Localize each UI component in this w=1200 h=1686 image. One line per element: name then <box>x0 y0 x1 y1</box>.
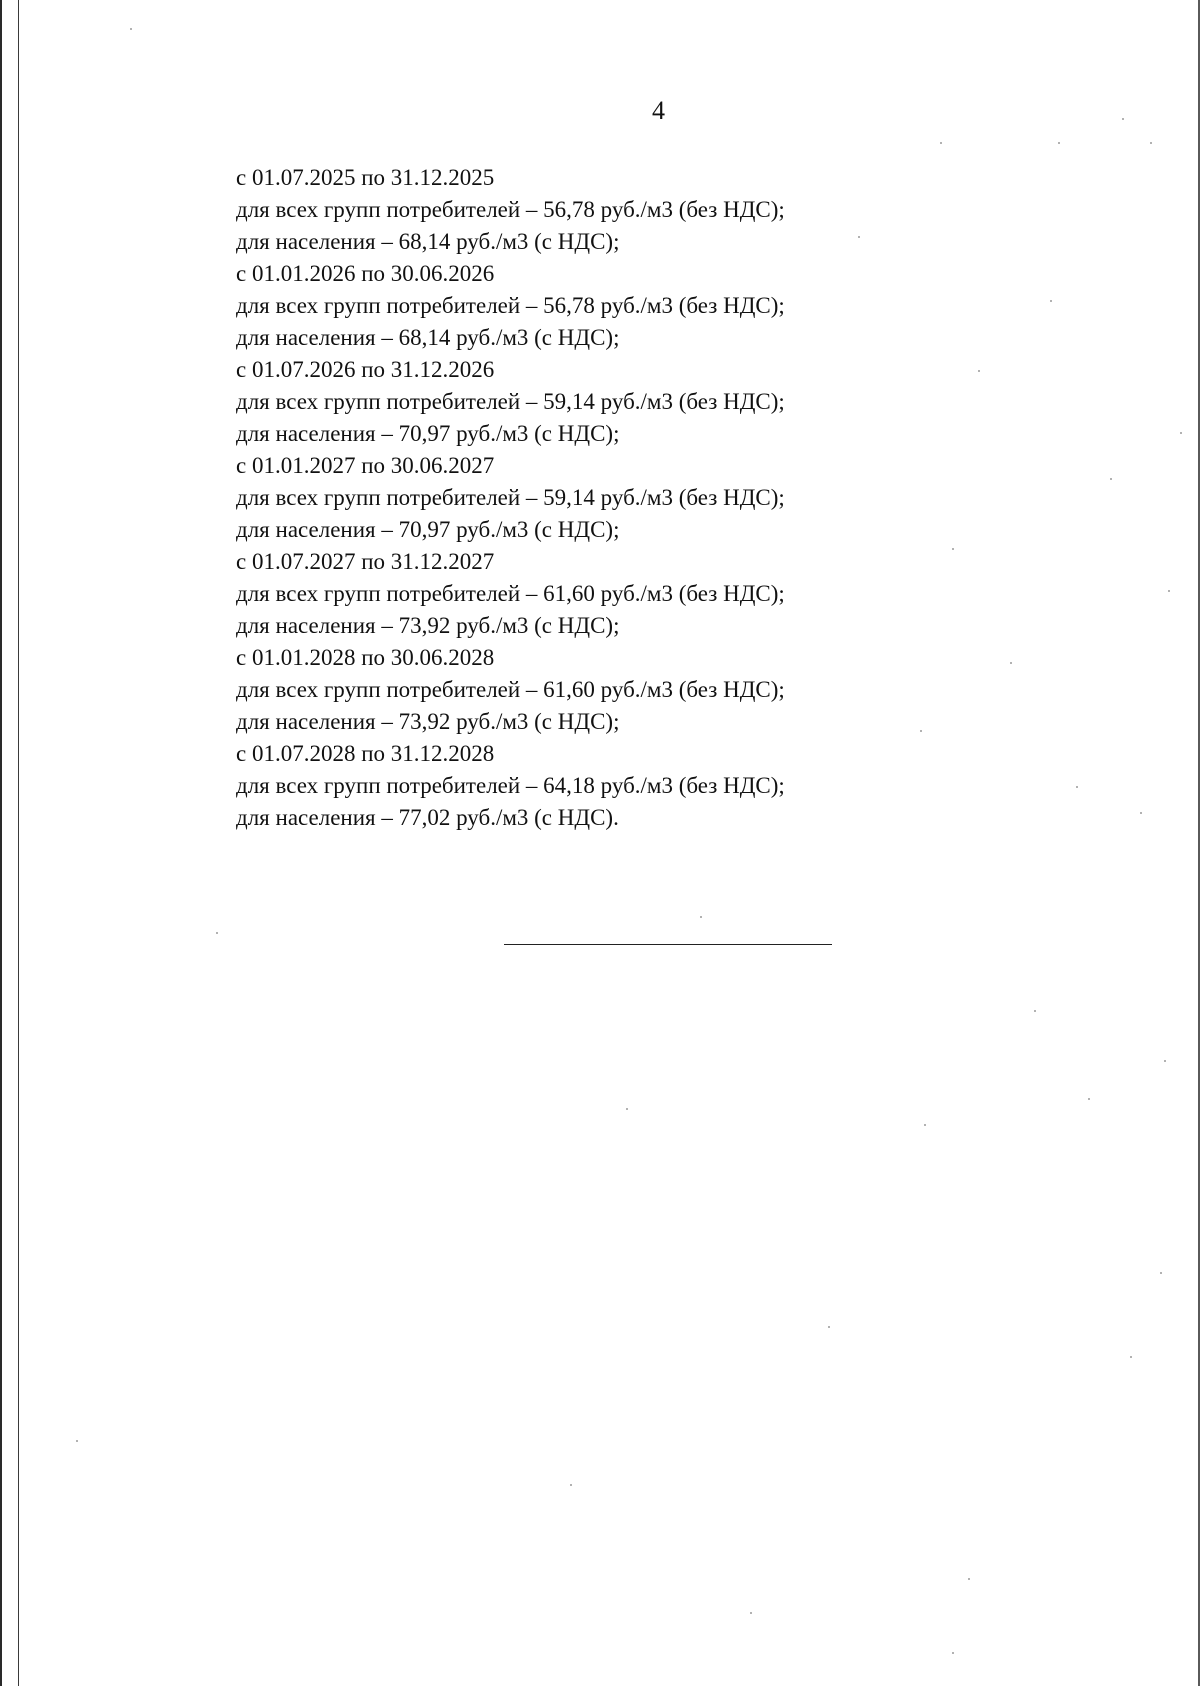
scan-speck <box>924 1124 926 1126</box>
page-number: 4 <box>652 96 665 125</box>
scan-speck <box>1168 590 1170 592</box>
period-line: с 01.07.2025 по 31.12.2025 <box>236 165 495 190</box>
period-line: с 01.07.2028 по 31.12.2028 <box>236 741 495 766</box>
scan-speck <box>940 142 942 144</box>
tariff-population-line: для населения – 68,14 руб./м3 (с НДС); <box>236 325 620 350</box>
tariff-population-line: для населения – 70,97 руб./м3 (с НДС); <box>236 517 620 542</box>
tariff-population-line: для населения – 77,02 руб./м3 (с НДС). <box>236 805 619 830</box>
scan-speck <box>1180 432 1182 434</box>
scan-speck <box>750 1612 752 1614</box>
scan-speck <box>570 1484 572 1486</box>
tariff-all-consumers-line: для всех групп потребителей – 61,60 руб./м3 (без НДС); <box>236 677 785 702</box>
scan-speck <box>1050 300 1052 302</box>
scan-speck <box>130 28 132 30</box>
scan-speck <box>1160 1272 1162 1274</box>
scan-speck <box>216 932 218 934</box>
document-end-rule <box>504 944 832 945</box>
period-line: с 01.01.2027 по 30.06.2027 <box>236 453 495 478</box>
tariff-all-consumers-line: для всех групп потребителей – 64,18 руб./м3 (без НДС); <box>236 773 785 798</box>
scan-speck <box>1010 662 1012 664</box>
scan-speck <box>1150 142 1152 144</box>
scan-speck <box>920 730 922 732</box>
scan-speck <box>700 916 702 918</box>
scan-speck <box>1034 1010 1036 1012</box>
period-line: с 01.01.2026 по 30.06.2026 <box>236 261 495 286</box>
scan-speck <box>828 1326 830 1328</box>
scan-edge-left <box>0 0 2 1686</box>
period-line: с 01.07.2026 по 31.12.2026 <box>236 357 495 382</box>
scan-speck <box>858 236 860 238</box>
tariff-all-consumers-line: для всех групп потребителей – 56,78 руб./м3 (без НДС); <box>236 293 785 318</box>
tariff-population-line: для населения – 73,92 руб./м3 (с НДС); <box>236 709 620 734</box>
tariff-all-consumers-line: для всех групп потребителей – 59,14 руб./м3 (без НДС); <box>236 389 785 414</box>
scan-speck <box>1058 142 1060 144</box>
scan-speck <box>1130 1356 1132 1358</box>
scan-speck <box>626 1108 628 1110</box>
tariff-all-consumers-line: для всех групп потребителей – 59,14 руб./м3 (без НДС); <box>236 485 785 510</box>
scan-speck <box>1088 1098 1090 1100</box>
scan-speck <box>1140 812 1142 814</box>
scan-speck <box>1164 1060 1166 1062</box>
tariff-text-block <box>236 162 936 834</box>
period-line: с 01.07.2027 по 31.12.2027 <box>236 549 495 574</box>
tariff-population-line: для населения – 73,92 руб./м3 (с НДС); <box>236 613 620 638</box>
scan-speck <box>952 548 954 550</box>
scan-speck <box>952 1652 954 1654</box>
period-line: с 01.01.2028 по 30.06.2028 <box>236 645 495 670</box>
tariff-all-consumers-line: для всех групп потребителей – 56,78 руб./м3 (без НДС); <box>236 197 785 222</box>
scan-speck <box>1076 786 1078 788</box>
tariff-population-line: для населения – 70,97 руб./м3 (с НДС); <box>236 421 620 446</box>
scan-speck <box>76 1440 78 1442</box>
scan-speck <box>968 1578 970 1580</box>
scan-speck <box>1110 478 1112 480</box>
scan-speck <box>978 370 980 372</box>
tariff-population-line: для населения – 68,14 руб./м3 (с НДС); <box>236 229 620 254</box>
tariff-all-consumers-line: для всех групп потребителей – 61,60 руб./м3 (без НДС); <box>236 581 785 606</box>
scan-edge-left-inner <box>18 0 19 1686</box>
scan-speck <box>1122 118 1124 120</box>
